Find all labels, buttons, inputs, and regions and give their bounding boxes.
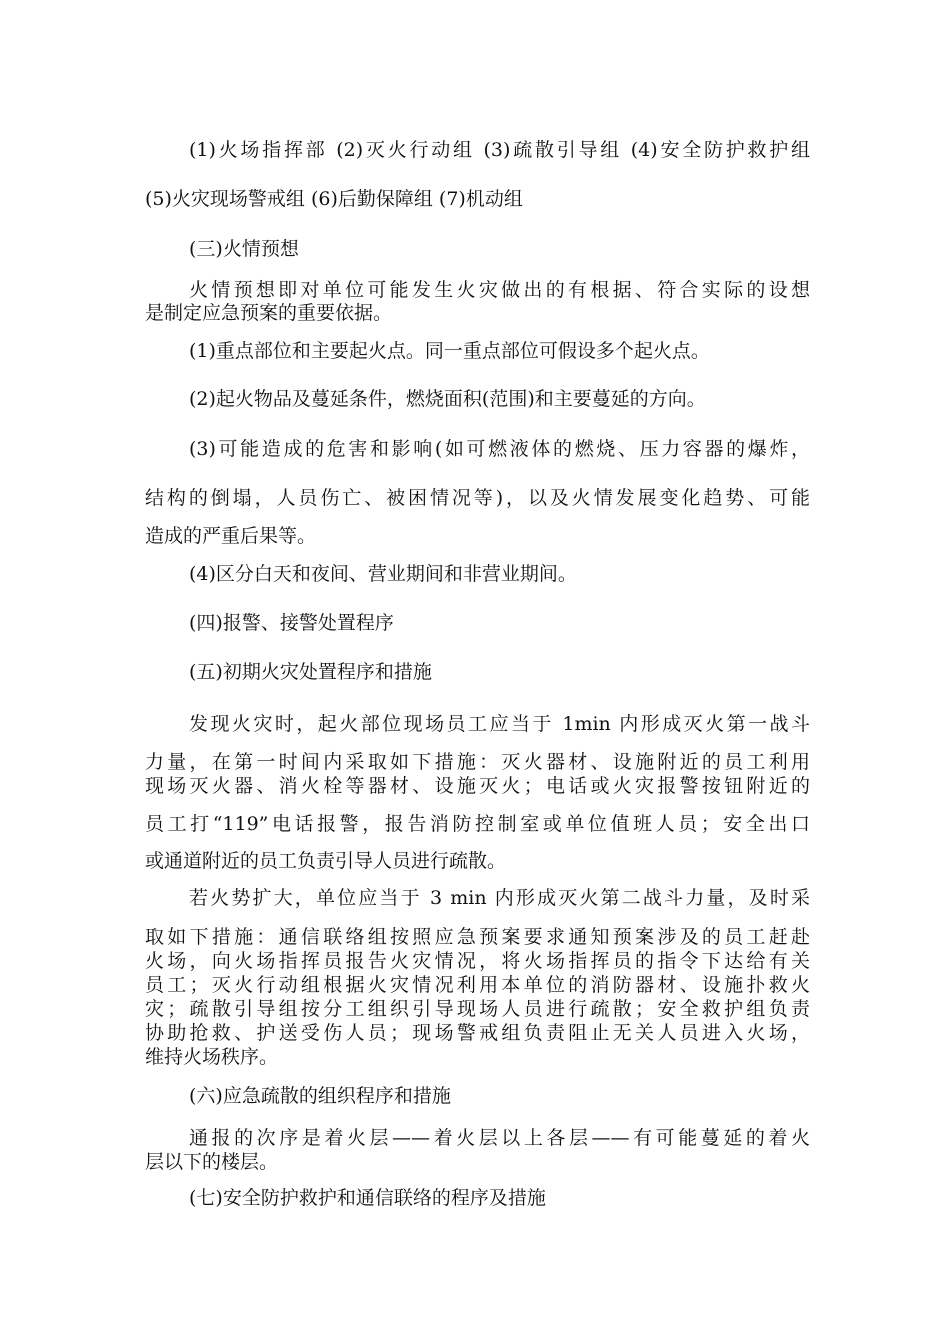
- text-line: 灾；疏散引导组按分工组织引导现场人员进行疏散；安全救护组负责: [145, 998, 810, 1020]
- section-heading: (三)火情预想: [189, 238, 299, 260]
- text-line: 结构的倒塌，人员伤亡、被困情况等)，以及火情发展变化趋势、可能: [145, 487, 810, 509]
- text-line: 层以下的楼层。: [145, 1151, 279, 1173]
- text-line: 力量，在第一时间内采取如下措施：灭火器材、设施附近的员工利用: [145, 751, 810, 773]
- text-line: (3)可能造成的危害和影响(如可燃液体的燃烧、压力容器的爆炸，: [189, 438, 810, 460]
- text-line: (1)火场指挥部 (2)灭火行动组 (3)疏散引导组 (4)安全防护救护组: [189, 139, 810, 161]
- section-heading: (五)初期火灾处置程序和措施: [189, 661, 432, 683]
- section-heading: (六)应急疏散的组织程序和措施: [189, 1085, 451, 1107]
- text-line: 员工打“119”电话报警，报告消防控制室或单位值班人员；安全出口: [145, 813, 810, 835]
- text-line: 火情预想即对单位可能发生火灾做出的有根据、符合实际的设想: [189, 279, 810, 301]
- text-line: 现场灭火器、消火栓等器材、设施灭火；电话或火灾报警按钮附近的: [145, 775, 810, 797]
- text-line: 取如下措施：通信联络组按照应急预案要求通知预案涉及的员工赶赴: [145, 926, 810, 948]
- text-line: 发现火灾时，起火部位现场员工应当于 1min 内形成灭火第一战斗: [189, 713, 810, 735]
- section-heading: (七)安全防护救护和通信联络的程序及措施: [189, 1187, 546, 1209]
- text-line: 协助抢救、护送受伤人员；现场警戒组负责阻止无关人员进入火场，: [145, 1022, 810, 1044]
- text-line: 若火势扩大，单位应当于 3 min 内形成灭火第二战斗力量，及时采: [189, 887, 810, 909]
- text-line: (4)区分白天和夜间、营业期间和非营业期间。: [189, 563, 577, 585]
- text-line: 或通道附近的员工负责引导人员进行疏散。: [145, 850, 507, 872]
- text-line: 火场，向火场指挥员报告火灾情况，将火场指挥员的指令下达给有关: [145, 950, 810, 972]
- text-line: 通报的次序是着火层——着火层以上各层——有可能蔓延的着火: [189, 1127, 810, 1149]
- text-line: 是制定应急预案的重要依据。: [145, 302, 393, 324]
- section-heading: (四)报警、接警处置程序: [189, 612, 394, 634]
- text-line: 员工；灭火行动组根据火灾情况利用本单位的消防器材、设施扑救火: [145, 974, 810, 996]
- text-line: (5)火灾现场警戒组 (6)后勤保障组 (7)机动组: [145, 188, 523, 210]
- text-line: 维持火场秩序。: [145, 1046, 279, 1068]
- text-line: 造成的严重后果等。: [145, 525, 317, 547]
- text-line: (2)起火物品及蔓延条件，燃烧面积(范围)和主要蔓延的方向。: [189, 388, 706, 410]
- text-line: (1)重点部位和主要起火点。同一重点部位可假设多个起火点。: [189, 340, 710, 362]
